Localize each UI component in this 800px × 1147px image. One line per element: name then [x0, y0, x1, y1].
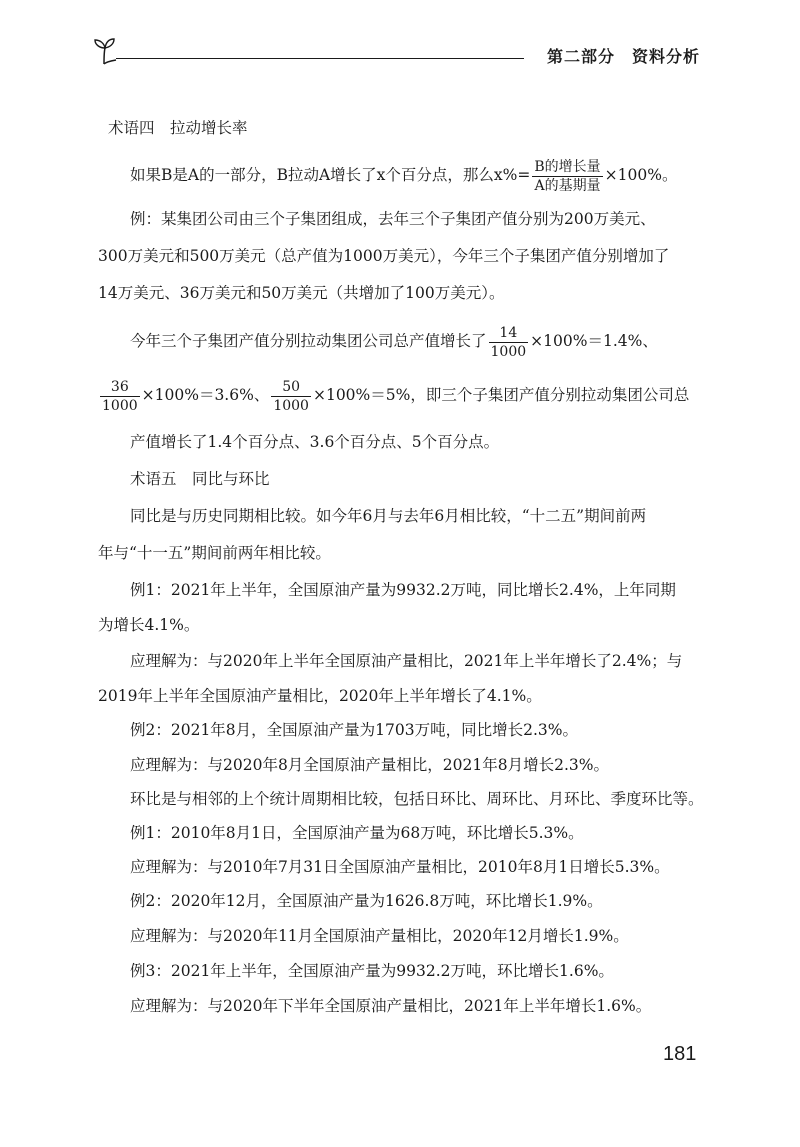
term4-example-line: 例：某集团公司由三个子集团组成，去年三个子集团产值分别为200万美元、 [130, 210, 656, 228]
calc2-numerator-b: 50 [271, 378, 311, 397]
calc2-denominator-b: 1000 [273, 397, 309, 414]
paragraph-line: 例1：2010年8月1日，全国原油产量为68万吨，环比增长5.3%。 [130, 824, 584, 842]
paragraph-line: 例1：2021年上半年，全国原油产量为9932.2万吨，同比增长2.4%，上年同期 [130, 581, 676, 599]
calc2-numerator-a: 36 [100, 378, 140, 397]
formula-denominator: A的基期量 [534, 177, 601, 194]
formula-suffix: ×100%。 [604, 166, 678, 184]
paragraph-line: 应理解为：与2020年下半年全国原油产量相比，2021年上半年增长1.6%。 [130, 997, 652, 1015]
calc2-fraction-b [271, 378, 311, 415]
paragraph-line: 应理解为：与2020年8月全国原油产量相比，2021年8月增长2.3%。 [130, 756, 609, 774]
paragraph-line: 例2：2020年12月，全国原油产量为1626.8万吨，环比增长1.9%。 [130, 892, 603, 910]
term4-example-line: 14万美元、36万美元和50万美元（共增加了100万美元）。 [98, 284, 505, 302]
calc1-fraction [489, 324, 529, 361]
term5-heading: 术语五 同比与环比 [130, 470, 270, 488]
calc2-denominator-a: 1000 [102, 397, 138, 414]
sprout-icon [92, 36, 118, 70]
formula-prefix: 如果B是A的一部分，B拉动A增长了x个百分点，那么x%= [130, 166, 531, 184]
page-number: 181 [663, 1043, 697, 1065]
term4-conclusion: 产值增长了1.4个百分点、3.6个百分点、5个百分点。 [130, 433, 500, 451]
calc1-prefix: 今年三个子集团产值分别拉动集团公司总产值增长了 [130, 332, 487, 350]
term4-example-line: 300万美元和500万美元（总产值为1000万美元），今年三个子集团产值分别增加了 [98, 247, 670, 265]
paragraph-line: 年与“十一五”期间前两年相比较。 [98, 544, 331, 562]
paragraph-line: 同比是与历史同期相比较。如今年6月与去年6月相比较，“十二五”期间前两 [130, 507, 647, 525]
paragraph-line: 例3：2021年上半年，全国原油产量为9932.2万吨，环比增长1.6%。 [130, 962, 614, 980]
formula-numerator: B的增长量 [534, 158, 601, 175]
paragraph-line: 应理解为：与2020年上半年全国原油产量相比，2021年上半年增长了2.4%；与 [130, 652, 683, 670]
calc2-suffix: ×100%＝5%，即三个子集团产值分别拉动集团公司总 [312, 386, 690, 404]
paragraph-line: 例2：2021年8月，全国原油产量为1703万吨，同比增长2.3%。 [130, 721, 578, 739]
calc1-denominator: 1000 [490, 343, 527, 360]
calc1-numerator: 14 [489, 324, 529, 343]
header-title: 第二部分 资料分析 [546, 47, 700, 66]
header-rule [116, 58, 524, 59]
calc2-fraction-a [100, 378, 140, 415]
paragraph-line: 2019年上半年全国原油产量相比，2020年上半年增长了4.1%。 [98, 687, 542, 705]
paragraph-line: 应理解为：与2010年7月31日全国原油产量相比，2010年8月1日增长5.3%。 [130, 858, 670, 876]
calc1-suffix: ×100%＝1.4%、 [530, 332, 658, 350]
running-header [92, 36, 704, 68]
term4-calc1 [130, 320, 658, 362]
term4-formula [130, 154, 677, 196]
formula-fraction [532, 158, 602, 195]
term4-calc2 [98, 374, 689, 416]
paragraph-line: 应理解为：与2020年11月全国原油产量相比，2020年12月增长1.9%。 [130, 927, 629, 945]
term4-heading: 术语四 拉动增长率 [108, 119, 248, 137]
paragraph-line: 环比是与相邻的上个统计周期相比较，包括日环比、周环比、月环比、季度环比等。 [130, 790, 704, 808]
paragraph-line: 为增长4.1%。 [98, 616, 200, 634]
calc2-middle: ×100%＝3.6%、 [141, 386, 270, 404]
